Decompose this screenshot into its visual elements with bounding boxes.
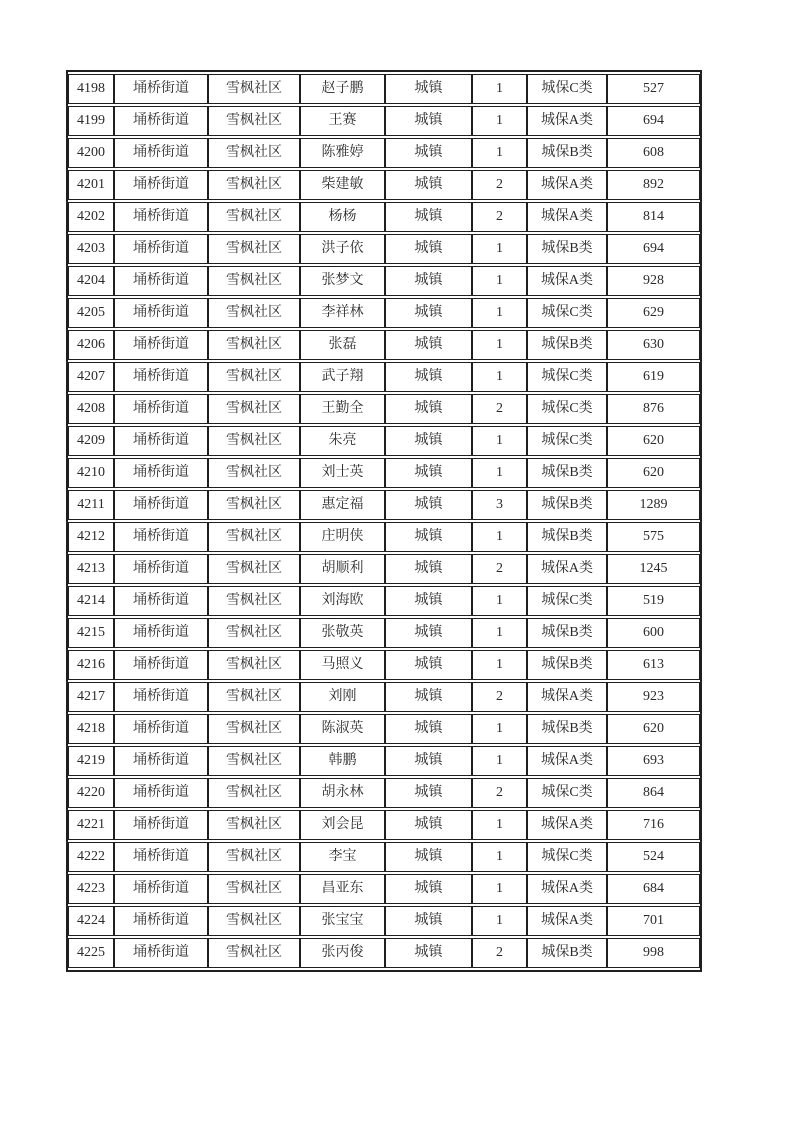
table-row [68, 650, 700, 680]
category-cell: 城保B类 [527, 490, 607, 520]
street-cell: 埇桥街道 [114, 138, 208, 168]
residence-type-cell: 城镇 [385, 170, 472, 200]
table-row [68, 810, 700, 840]
residence-type-cell: 城镇 [385, 650, 472, 680]
amount-cell: 684 [607, 874, 700, 904]
amount-cell: 575 [607, 522, 700, 552]
person-count-cell: 1 [472, 618, 527, 648]
community-cell: 雪枫社区 [208, 234, 300, 264]
serial-cell: 4200 [68, 138, 114, 168]
community-cell: 雪枫社区 [208, 874, 300, 904]
serial-cell: 4214 [68, 586, 114, 616]
street-cell: 埇桥街道 [114, 618, 208, 648]
community-cell: 雪枫社区 [208, 554, 300, 584]
serial-cell: 4220 [68, 778, 114, 808]
street-cell: 埇桥街道 [114, 426, 208, 456]
street-cell: 埇桥街道 [114, 874, 208, 904]
person-count-cell: 1 [472, 234, 527, 264]
amount-cell: 701 [607, 906, 700, 936]
table-row [68, 106, 700, 136]
person-count-cell: 1 [472, 522, 527, 552]
community-cell: 雪枫社区 [208, 490, 300, 520]
street-cell: 埇桥街道 [114, 586, 208, 616]
category-cell: 城保C类 [527, 586, 607, 616]
amount-cell: 928 [607, 266, 700, 296]
table-row [68, 426, 700, 456]
community-cell: 雪枫社区 [208, 522, 300, 552]
residence-type-cell: 城镇 [385, 330, 472, 360]
residence-type-cell: 城镇 [385, 778, 472, 808]
name-cell: 韩鹏 [300, 746, 385, 776]
person-count-cell: 1 [472, 650, 527, 680]
street-cell: 埇桥街道 [114, 842, 208, 872]
community-cell: 雪枫社区 [208, 394, 300, 424]
name-cell: 张梦文 [300, 266, 385, 296]
serial-cell: 4198 [68, 74, 114, 104]
community-cell: 雪枫社区 [208, 74, 300, 104]
serial-cell: 4211 [68, 490, 114, 520]
category-cell: 城保A类 [527, 810, 607, 840]
table-row [68, 330, 700, 360]
serial-cell: 4225 [68, 938, 114, 968]
residence-type-cell: 城镇 [385, 714, 472, 744]
person-count-cell: 1 [472, 810, 527, 840]
street-cell: 埇桥街道 [114, 714, 208, 744]
category-cell: 城保B类 [527, 234, 607, 264]
community-cell: 雪枫社区 [208, 298, 300, 328]
person-count-cell: 1 [472, 266, 527, 296]
category-cell: 城保C类 [527, 298, 607, 328]
amount-cell: 716 [607, 810, 700, 840]
person-count-cell: 1 [472, 874, 527, 904]
table-row [68, 490, 700, 520]
table-row [68, 362, 700, 392]
street-cell: 埇桥街道 [114, 682, 208, 712]
residence-type-cell: 城镇 [385, 682, 472, 712]
category-cell: 城保A类 [527, 554, 607, 584]
residence-type-cell: 城镇 [385, 586, 472, 616]
table-row [68, 234, 700, 264]
community-cell: 雪枫社区 [208, 906, 300, 936]
category-cell: 城保A类 [527, 682, 607, 712]
community-cell: 雪枫社区 [208, 106, 300, 136]
residence-type-cell: 城镇 [385, 746, 472, 776]
street-cell: 埇桥街道 [114, 938, 208, 968]
residence-type-cell: 城镇 [385, 426, 472, 456]
person-count-cell: 2 [472, 202, 527, 232]
person-count-cell: 1 [472, 426, 527, 456]
table-row [68, 746, 700, 776]
amount-cell: 629 [607, 298, 700, 328]
amount-cell: 814 [607, 202, 700, 232]
street-cell: 埇桥街道 [114, 362, 208, 392]
category-cell: 城保C类 [527, 74, 607, 104]
table-row [68, 266, 700, 296]
serial-cell: 4223 [68, 874, 114, 904]
table-row [68, 586, 700, 616]
person-count-cell: 1 [472, 74, 527, 104]
name-cell: 赵子鹏 [300, 74, 385, 104]
name-cell: 胡顺利 [300, 554, 385, 584]
amount-cell: 892 [607, 170, 700, 200]
community-cell: 雪枫社区 [208, 426, 300, 456]
serial-cell: 4221 [68, 810, 114, 840]
serial-cell: 4210 [68, 458, 114, 488]
residence-type-cell: 城镇 [385, 298, 472, 328]
amount-cell: 519 [607, 586, 700, 616]
street-cell: 埇桥街道 [114, 490, 208, 520]
amount-cell: 694 [607, 106, 700, 136]
person-count-cell: 1 [472, 906, 527, 936]
residence-type-cell: 城镇 [385, 874, 472, 904]
person-count-cell: 1 [472, 138, 527, 168]
street-cell: 埇桥街道 [114, 266, 208, 296]
table-row [68, 170, 700, 200]
name-cell: 刘刚 [300, 682, 385, 712]
name-cell: 惠定福 [300, 490, 385, 520]
street-cell: 埇桥街道 [114, 650, 208, 680]
serial-cell: 4215 [68, 618, 114, 648]
serial-cell: 4212 [68, 522, 114, 552]
table-row [68, 938, 700, 968]
name-cell: 胡永林 [300, 778, 385, 808]
name-cell: 刘士英 [300, 458, 385, 488]
serial-cell: 4213 [68, 554, 114, 584]
residence-type-cell: 城镇 [385, 202, 472, 232]
residence-type-cell: 城镇 [385, 490, 472, 520]
table-row [68, 906, 700, 936]
serial-cell: 4203 [68, 234, 114, 264]
amount-cell: 527 [607, 74, 700, 104]
category-cell: 城保B类 [527, 138, 607, 168]
community-cell: 雪枫社区 [208, 650, 300, 680]
amount-cell: 524 [607, 842, 700, 872]
name-cell: 张敬英 [300, 618, 385, 648]
category-cell: 城保B类 [527, 650, 607, 680]
person-count-cell: 2 [472, 938, 527, 968]
street-cell: 埇桥街道 [114, 778, 208, 808]
serial-cell: 4218 [68, 714, 114, 744]
serial-cell: 4224 [68, 906, 114, 936]
community-cell: 雪枫社区 [208, 586, 300, 616]
residence-type-cell: 城镇 [385, 618, 472, 648]
category-cell: 城保A类 [527, 106, 607, 136]
amount-cell: 693 [607, 746, 700, 776]
residence-type-cell: 城镇 [385, 74, 472, 104]
category-cell: 城保B类 [527, 618, 607, 648]
amount-cell: 600 [607, 618, 700, 648]
residence-type-cell: 城镇 [385, 394, 472, 424]
serial-cell: 4219 [68, 746, 114, 776]
residence-type-cell: 城镇 [385, 138, 472, 168]
name-cell: 陈雅婷 [300, 138, 385, 168]
name-cell: 张磊 [300, 330, 385, 360]
serial-cell: 4206 [68, 330, 114, 360]
residence-type-cell: 城镇 [385, 810, 472, 840]
name-cell: 朱亮 [300, 426, 385, 456]
amount-cell: 613 [607, 650, 700, 680]
amount-cell: 1245 [607, 554, 700, 584]
community-cell: 雪枫社区 [208, 938, 300, 968]
name-cell: 王勤全 [300, 394, 385, 424]
table-row [68, 138, 700, 168]
community-cell: 雪枫社区 [208, 458, 300, 488]
serial-cell: 4208 [68, 394, 114, 424]
residence-type-cell: 城镇 [385, 842, 472, 872]
category-cell: 城保C类 [527, 842, 607, 872]
street-cell: 埇桥街道 [114, 106, 208, 136]
community-cell: 雪枫社区 [208, 682, 300, 712]
category-cell: 城保C类 [527, 778, 607, 808]
serial-cell: 4209 [68, 426, 114, 456]
residence-type-cell: 城镇 [385, 522, 472, 552]
community-cell: 雪枫社区 [208, 362, 300, 392]
table-row [68, 298, 700, 328]
street-cell: 埇桥街道 [114, 202, 208, 232]
serial-cell: 4204 [68, 266, 114, 296]
street-cell: 埇桥街道 [114, 458, 208, 488]
category-cell: 城保B类 [527, 938, 607, 968]
category-cell: 城保B类 [527, 458, 607, 488]
name-cell: 马照义 [300, 650, 385, 680]
name-cell: 刘会昆 [300, 810, 385, 840]
name-cell: 洪子依 [300, 234, 385, 264]
category-cell: 城保C类 [527, 394, 607, 424]
table-row [68, 74, 700, 104]
serial-cell: 4202 [68, 202, 114, 232]
residence-type-cell: 城镇 [385, 458, 472, 488]
person-count-cell: 2 [472, 394, 527, 424]
table-row [68, 682, 700, 712]
community-cell: 雪枫社区 [208, 330, 300, 360]
amount-cell: 694 [607, 234, 700, 264]
amount-cell: 620 [607, 458, 700, 488]
table-row [68, 778, 700, 808]
name-cell: 李祥林 [300, 298, 385, 328]
serial-cell: 4217 [68, 682, 114, 712]
name-cell: 庄明侠 [300, 522, 385, 552]
category-cell: 城保A类 [527, 746, 607, 776]
category-cell: 城保A类 [527, 202, 607, 232]
street-cell: 埇桥街道 [114, 394, 208, 424]
community-cell: 雪枫社区 [208, 618, 300, 648]
street-cell: 埇桥街道 [114, 170, 208, 200]
category-cell: 城保A类 [527, 170, 607, 200]
residence-type-cell: 城镇 [385, 554, 472, 584]
amount-cell: 876 [607, 394, 700, 424]
residence-type-cell: 城镇 [385, 106, 472, 136]
category-cell: 城保A类 [527, 906, 607, 936]
community-cell: 雪枫社区 [208, 842, 300, 872]
residence-type-cell: 城镇 [385, 906, 472, 936]
community-cell: 雪枫社区 [208, 138, 300, 168]
street-cell: 埇桥街道 [114, 330, 208, 360]
table-row [68, 202, 700, 232]
person-count-cell: 1 [472, 586, 527, 616]
serial-cell: 4207 [68, 362, 114, 392]
amount-cell: 619 [607, 362, 700, 392]
amount-cell: 998 [607, 938, 700, 968]
category-cell: 城保A类 [527, 874, 607, 904]
street-cell: 埇桥街道 [114, 746, 208, 776]
street-cell: 埇桥街道 [114, 74, 208, 104]
name-cell: 陈淑英 [300, 714, 385, 744]
person-count-cell: 1 [472, 714, 527, 744]
serial-cell: 4201 [68, 170, 114, 200]
residence-type-cell: 城镇 [385, 234, 472, 264]
amount-cell: 630 [607, 330, 700, 360]
table-row [68, 522, 700, 552]
amount-cell: 608 [607, 138, 700, 168]
amount-cell: 620 [607, 426, 700, 456]
name-cell: 张宝宝 [300, 906, 385, 936]
serial-cell: 4216 [68, 650, 114, 680]
residence-type-cell: 城镇 [385, 266, 472, 296]
person-count-cell: 1 [472, 458, 527, 488]
person-count-cell: 1 [472, 298, 527, 328]
table-row [68, 618, 700, 648]
category-cell: 城保C类 [527, 426, 607, 456]
name-cell: 杨杨 [300, 202, 385, 232]
serial-cell: 4222 [68, 842, 114, 872]
table-row [68, 394, 700, 424]
table-row [68, 554, 700, 584]
community-cell: 雪枫社区 [208, 810, 300, 840]
category-cell: 城保B类 [527, 714, 607, 744]
name-cell: 王赛 [300, 106, 385, 136]
community-cell: 雪枫社区 [208, 746, 300, 776]
person-count-cell: 2 [472, 170, 527, 200]
amount-cell: 864 [607, 778, 700, 808]
table-row [68, 842, 700, 872]
person-count-cell: 2 [472, 554, 527, 584]
category-cell: 城保B类 [527, 522, 607, 552]
category-cell: 城保B类 [527, 330, 607, 360]
street-cell: 埇桥街道 [114, 234, 208, 264]
amount-cell: 1289 [607, 490, 700, 520]
street-cell: 埇桥街道 [114, 298, 208, 328]
serial-cell: 4205 [68, 298, 114, 328]
person-count-cell: 1 [472, 842, 527, 872]
person-count-cell: 2 [472, 682, 527, 712]
person-count-cell: 1 [472, 362, 527, 392]
name-cell: 李宝 [300, 842, 385, 872]
street-cell: 埇桥街道 [114, 906, 208, 936]
person-count-cell: 1 [472, 746, 527, 776]
community-cell: 雪枫社区 [208, 266, 300, 296]
community-cell: 雪枫社区 [208, 170, 300, 200]
benefits-table [66, 70, 702, 972]
person-count-cell: 1 [472, 106, 527, 136]
name-cell: 柴建敏 [300, 170, 385, 200]
table-row [68, 874, 700, 904]
community-cell: 雪枫社区 [208, 202, 300, 232]
street-cell: 埇桥街道 [114, 522, 208, 552]
category-cell: 城保A类 [527, 266, 607, 296]
name-cell: 武子翔 [300, 362, 385, 392]
street-cell: 埇桥街道 [114, 810, 208, 840]
category-cell: 城保C类 [527, 362, 607, 392]
table-body [68, 74, 700, 968]
document-page-table-region [66, 70, 702, 972]
name-cell: 昌亚东 [300, 874, 385, 904]
person-count-cell: 2 [472, 778, 527, 808]
person-count-cell: 3 [472, 490, 527, 520]
street-cell: 埇桥街道 [114, 554, 208, 584]
name-cell: 张丙俊 [300, 938, 385, 968]
residence-type-cell: 城镇 [385, 362, 472, 392]
community-cell: 雪枫社区 [208, 714, 300, 744]
table-row [68, 714, 700, 744]
community-cell: 雪枫社区 [208, 778, 300, 808]
serial-cell: 4199 [68, 106, 114, 136]
amount-cell: 923 [607, 682, 700, 712]
table-row [68, 458, 700, 488]
person-count-cell: 1 [472, 330, 527, 360]
residence-type-cell: 城镇 [385, 938, 472, 968]
amount-cell: 620 [607, 714, 700, 744]
name-cell: 刘海欧 [300, 586, 385, 616]
